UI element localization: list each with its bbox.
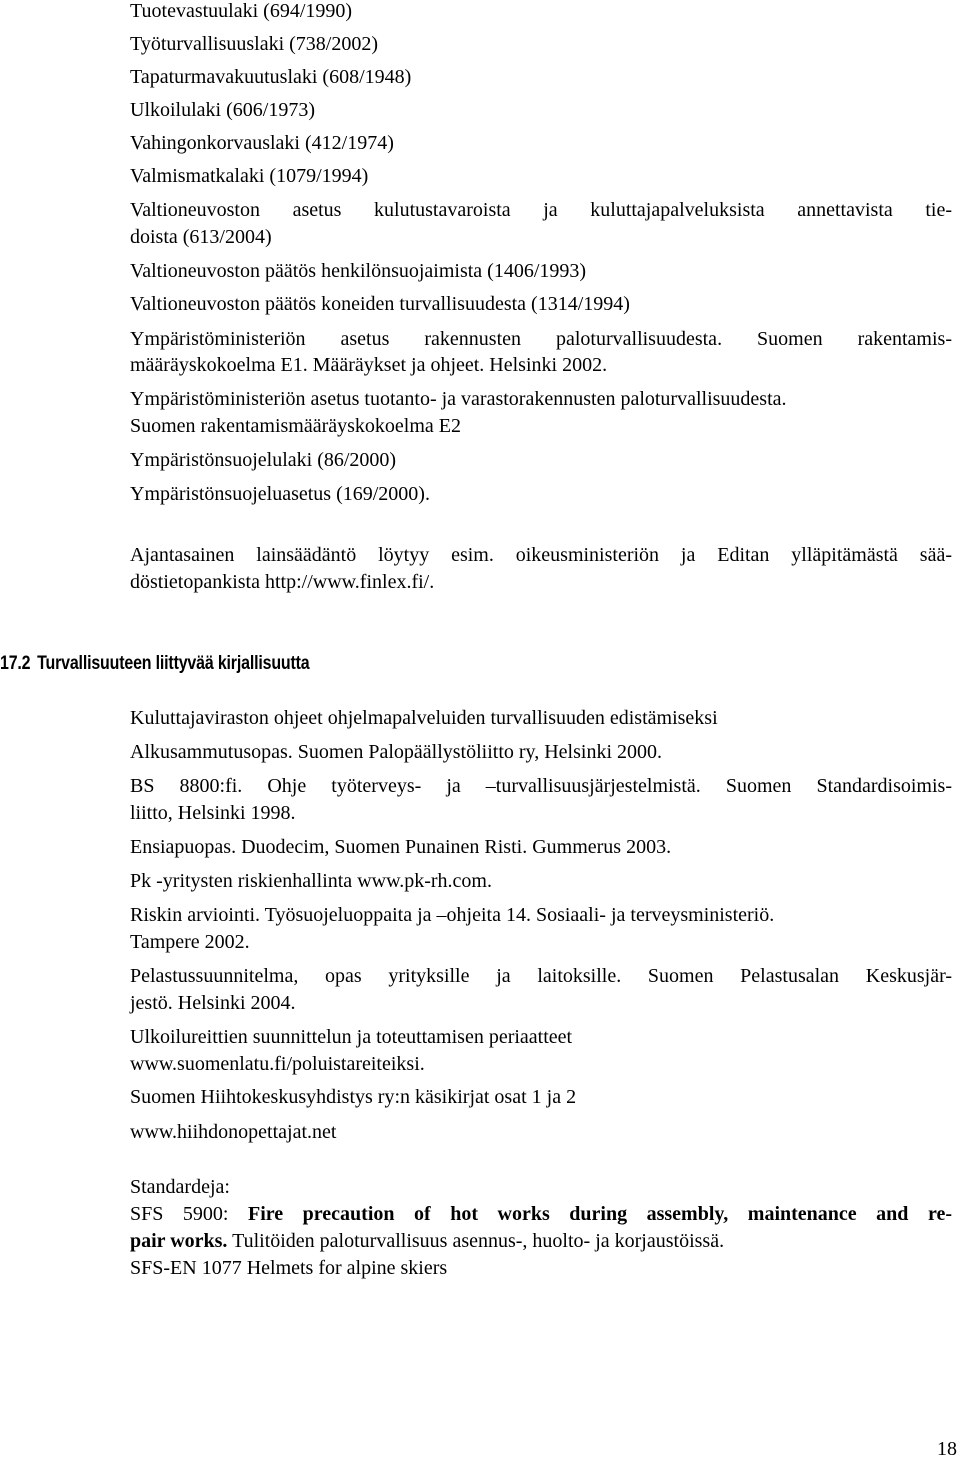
legislation-note-continued: döstietopankista http://www.finlex.fi/. [130, 571, 435, 593]
literature-item-continued: www.hiihdonopettajat.net [130, 1121, 337, 1143]
law-item-continued: Suomen rakentamismääräyskokoelma E2 [130, 415, 462, 437]
standard-sfs-5900-continued [130, 1228, 724, 1254]
standard-sfs-en-1077: SFS-EN 1077 Helmets for alpine skiers [130, 1257, 448, 1279]
law-item: Ympäristöministeriön asetus rakennusten paloturvallisuudesta. Suomen rakentamis- [130, 328, 952, 350]
page-number: 18 [937, 1438, 957, 1460]
literature-item: BS 8800:fi. Ohje työterveys- ja –turvallisuusjärjestelmistä. Suomen Standardisoimis- [130, 775, 952, 797]
legislation-note: Ajantasainen lainsäädäntö löytyy esim. oikeusministeriön ja Editan ylläpitämästä sää- [130, 544, 952, 566]
standard-finnish-title: Tulitöiden paloturvallisuus asennus-, huolto- ja korjaustöissä. [232, 1230, 725, 1252]
law-item: Ympäristöministeriön asetus tuotanto- ja varastorakennusten paloturvallisuudesta. [130, 388, 787, 410]
literature-item: Pk -yritysten riskienhallinta www.pk-rh.com. [130, 870, 492, 892]
law-item: Tapaturmavakuutuslaki (608/1948) [130, 66, 412, 88]
law-item: Valtioneuvoston asetus kulutustavaroista ja kuluttajapalveluksista annettavista tie- [130, 199, 952, 221]
law-item: Ympäristönsuojelulaki (86/2000) [130, 449, 397, 471]
law-item: Ympäristönsuojeluasetus (169/2000). [130, 483, 430, 505]
law-item-continued: doista (613/2004) [130, 226, 272, 248]
literature-item: Suomen Hiihtokeskusyhdistys ry:n käsikirjat osat 1 ja 2 [130, 1086, 577, 1108]
law-item: Tuotevastuulaki (694/1990) [130, 0, 353, 22]
standard-code: SFS 5900: [130, 1203, 229, 1225]
section-heading [0, 651, 309, 677]
section-title: Turvallisuuteen liittyvää kirjallisuutta [37, 653, 310, 674]
standard-title: Fire precaution of hot works during assembly, maintenance and re- [247, 1203, 953, 1225]
literature-item-continued: liitto, Helsinki 1998. [130, 802, 296, 824]
literature-item: Ensiapuopas. Duodecim, Suomen Punainen Risti. Gummerus 2003. [130, 836, 672, 858]
literature-item-continued: Tampere 2002. [130, 931, 250, 953]
standards-label: Standardeja: [130, 1176, 230, 1198]
section-number: 17.2 [0, 653, 31, 674]
law-item: Valmismatkalaki (1079/1994) [130, 165, 369, 187]
law-item: Valtioneuvoston päätös henkilönsuojaimista (1406/1993) [130, 260, 587, 282]
law-item: Vahingonkorvauslaki (412/1974) [130, 132, 394, 154]
law-item: Työturvallisuuslaki (738/2002) [130, 33, 379, 55]
standard-sfs-5900 [130, 1201, 952, 1227]
literature-item: Alkusammutusopas. Suomen Palopäällystöliitto ry, Helsinki 2000. [130, 741, 663, 763]
law-item: Ulkoilulaki (606/1973) [130, 99, 315, 121]
literature-item: Ulkoilureittien suunnittelun ja toteuttamisen periaatteet [130, 1026, 573, 1048]
literature-item: Riskin arviointi. Työsuojeluoppaita ja –ohjeita 14. Sosiaali- ja terveysministeriö. [130, 904, 775, 926]
law-item: Valtioneuvoston päätös koneiden turvallisuudesta (1314/1994) [130, 293, 630, 315]
literature-item-continued: www.suomenlatu.fi/poluistareiteiksi. [130, 1053, 425, 1075]
literature-item: Pelastussuunnitelma, opas yrityksille ja laitoksille. Suomen Pelastusalan Keskusjär- [130, 965, 952, 987]
law-item-continued: määräyskokoelma E1. Määräykset ja ohjeet. Helsinki 2002. [130, 354, 608, 376]
literature-item: Kuluttajaviraston ohjeet ohjelmapalveluiden turvallisuuden edistämiseksi [130, 707, 718, 729]
standard-title-continued: pair works. [130, 1230, 228, 1252]
literature-item-continued: jestö. Helsinki 2004. [130, 992, 296, 1014]
